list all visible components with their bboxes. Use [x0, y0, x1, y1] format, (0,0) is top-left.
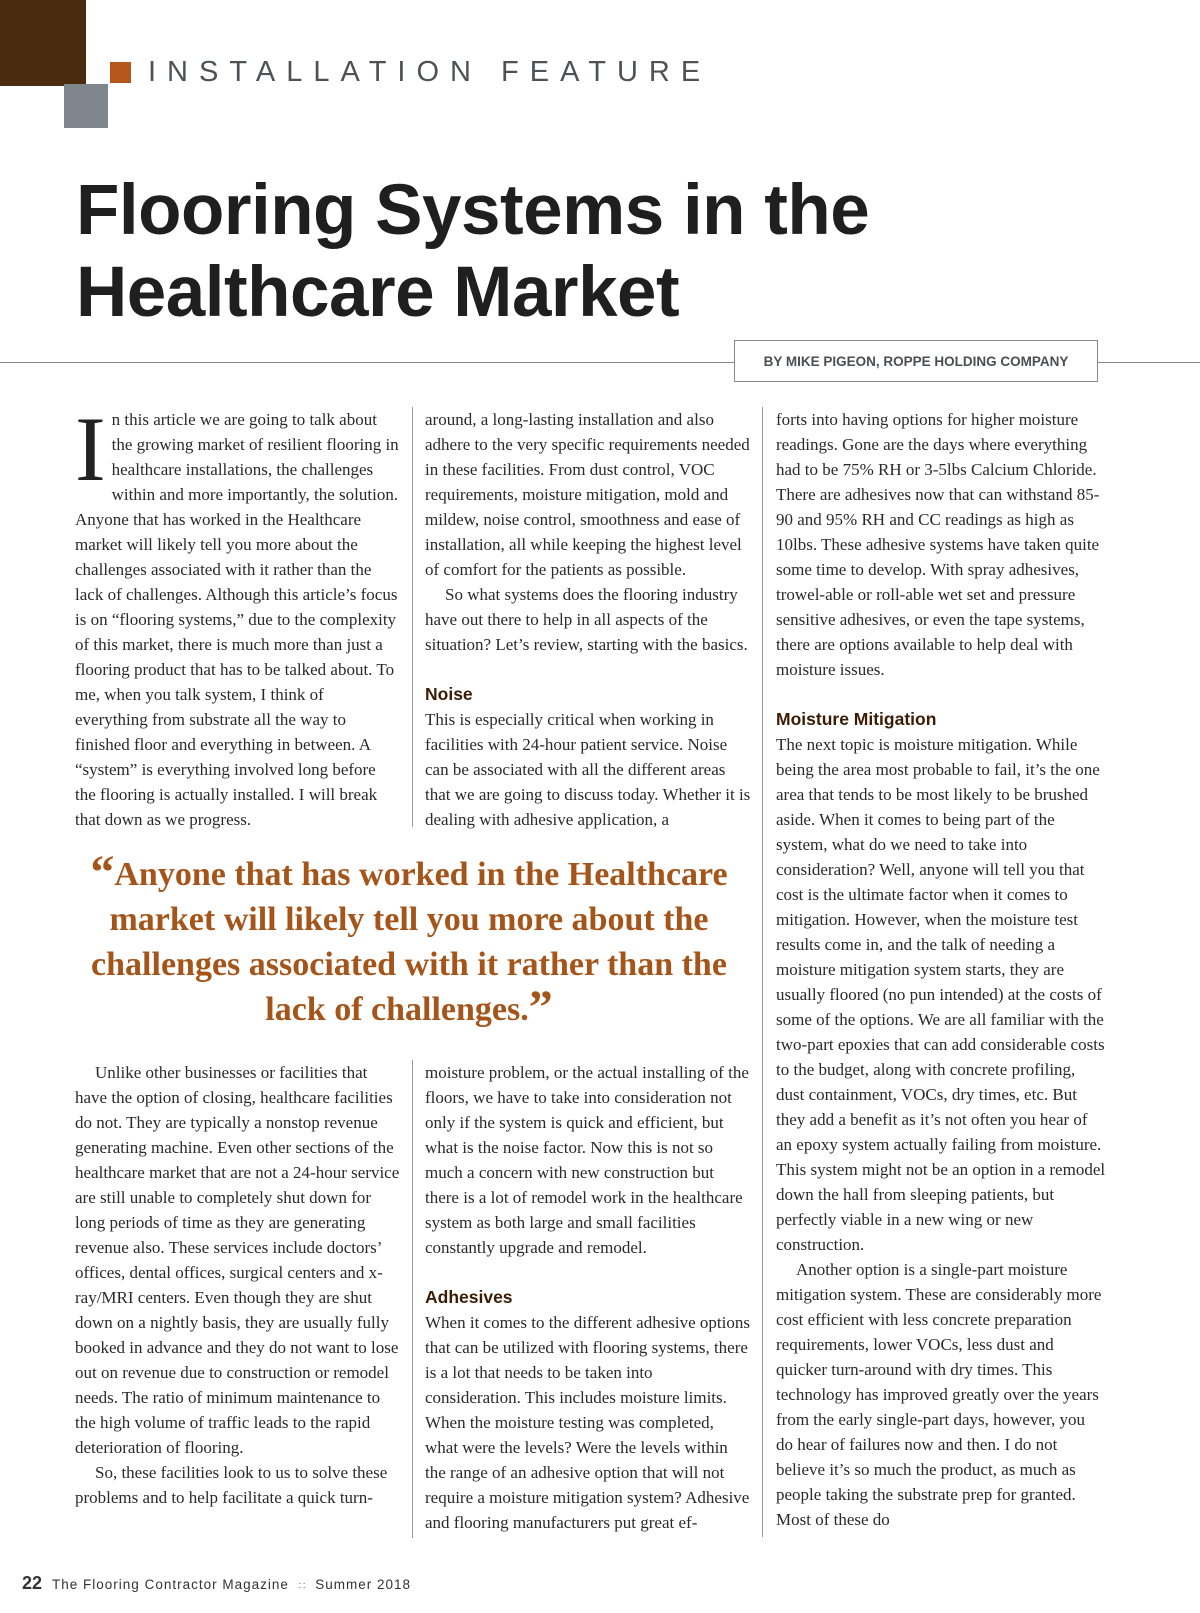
column-divider: [762, 407, 763, 1537]
page-footer: [22, 1573, 411, 1594]
paragraph: around, a long-lasting installation and also adhere to the very specific requirements needed in these facilities. From dust control, VOC requirements, moisture mitigation, mold and mildew, noise control, smoothness and ease of installation, all while keeping the highest level of comfort for the patients as possible.: [425, 410, 750, 579]
paragraph: When it comes to the different adhesive options that can be utilized with flooring systems, there is a lot that needs to be taken into consideration. This includes moisture limits. When the moisture testing was completed, what were the levels? Were the levels within the range of an adhesive option that will not require a moisture mitigation system? Adhesive and flooring manufacturers put great ef-: [425, 1313, 750, 1532]
page-number: 22: [22, 1573, 43, 1593]
column-divider: [412, 407, 413, 827]
pull-quote-text: Anyone that has worked in the Healthcare market will likely tell you more about the challenges associated with it rather than the lack of challenges.: [91, 856, 728, 1028]
open-quote-mark: “: [90, 846, 115, 899]
section-heading-moisture-mitigation: Moisture Mitigation: [776, 709, 937, 729]
column-divider: [412, 1060, 413, 1538]
issue-date: Summer 2018: [315, 1577, 412, 1592]
footer-separator: ∷: [298, 1581, 306, 1592]
column-1-bottom: [75, 1060, 400, 1510]
column-2-bottom: [425, 1060, 751, 1535]
intro-text: n this article we are going to talk about the growing market of resilient flooring in healthcare installations, the challenges within and more importantly, the solution. Anyone that has worked in the Healthcare market will likely tell you more about the challenges associated with it rather than the lack of challenges. Although this article’s focus is on “flooring systems,” due to the complexity of this market, there is much more than just a flooring product that has to be talked about. To me, when you talk system, I think of everything from substrate all the way to finished floor and everything in between. A “system” is everything involved long before the flooring is actually installed. I will break that down as we progress.: [75, 410, 399, 829]
paragraph: Unlike other businesses or facilities that have the option of closing, healthcare facilities do not. They are typically a nonstop revenue generating machine. Even other sections of the healthcare market that are not a 24-hour service are still unable to completely shut down for long periods of time as they are generating revenue also. These services include doctors’ offices, dental offices, surgical centers and x-ray/MRI centers. Even though they are shut down on a nightly basis, they are usually fully booked in advance and they do not want to lose out on revenue due to construction or remodel needs. The ratio of minimum maintenance to the high volume of traffic leads to the rapid deterioration of flooring.: [75, 1063, 400, 1457]
decor-square-gray: [64, 84, 108, 128]
section-heading-adhesives: Adhesives: [425, 1287, 513, 1307]
column-1-top: [75, 398, 400, 832]
paragraph: Another option is a single-part moisture mitigation system. These are considerably more cost efficient with less concrete preparation requirements, lower VOCs, less dust and quicker turn-around with dry times. This technology has improved greatly over the years from the early single-part days, however, you do hear of failures now and then. I do not believe it’s so much the product, as much as people taking the substrate prep for granted. Most of these do: [776, 1260, 1102, 1529]
paragraph: So, these facilities look to us to solve these problems and to help facilitate a quick turn-: [75, 1463, 388, 1507]
paragraph: The next topic is moisture mitigation. While being the area most probable to fail, it’s the one area that tends to be most likely to be brushed aside. When it comes to being part of the system, what do we need to take into consideration? Well, anyone will tell you that cost is the ultimate factor when it comes to mitigation. However, when the moisture test results come in, and the talk of needing a moisture mitigation system starts, they are usually floored (no pun intended) at the costs of some of the options. We are all familiar with the two-part epoxies that can add considerable costs to the budget, along with concrete profiling, dust containment, VOCs, dry times, etc. But they add a benefit as it’s not often you hear of an epoxy system actually failing from moisture. This system might not be an option in a remodel down the hall from sleeping patients, but perfectly viable in a new wing or new construction.: [776, 735, 1106, 1254]
section-label: INSTALLATION FEATURE: [148, 56, 712, 88]
close-quote-mark: ”: [528, 981, 553, 1034]
article-title: Flooring Systems in the Healthcare Market: [76, 171, 870, 332]
pull-quote: [64, 846, 754, 1034]
paragraph: moisture problem, or the actual installing of the floors, we have to take into consideration not only if the system is quick and efficient, but what is the noise factor. Now this is not so much a concern with new construction but there is a lot of remodel work in the healthcare system as both large and small facilities constantly upgrade and remodel.: [425, 1063, 749, 1257]
decor-square-orange: [110, 62, 131, 83]
publication-name: The Flooring Contractor Magazine: [52, 1577, 289, 1592]
intro-paragraph: [75, 398, 400, 832]
column-3: [776, 407, 1106, 1532]
decor-square-brown: [0, 0, 86, 86]
column-2-top: [425, 407, 751, 832]
section-heading-noise: Noise: [425, 684, 473, 704]
byline: BY MIKE PIGEON, ROPPE HOLDING COMPANY: [734, 340, 1098, 382]
drop-cap: I: [75, 398, 106, 500]
paragraph: forts into having options for higher moisture readings. Gone are the days where everything had to be 75% RH or 3-5lbs Calcium Chloride. There are adhesives now that can withstand 85-90 and 95% RH and CC readings as high as 10lbs. These adhesive systems have taken quite some time to develop. With spray adhesives, trowel-able or roll-able wet set and pressure sensitive adhesives, or even the tape systems, there are options available to help deal with moisture issues.: [776, 410, 1100, 679]
paragraph: So what systems does the flooring industry have out there to help in all aspects of the situation? Let’s review, starting with the basics.: [425, 585, 748, 654]
paragraph: This is especially critical when working in facilities with 24-hour patient service. Noise can be associated with all the different areas that we are going to discuss today. Whether it is dealing with adhesive application, a: [425, 710, 751, 829]
